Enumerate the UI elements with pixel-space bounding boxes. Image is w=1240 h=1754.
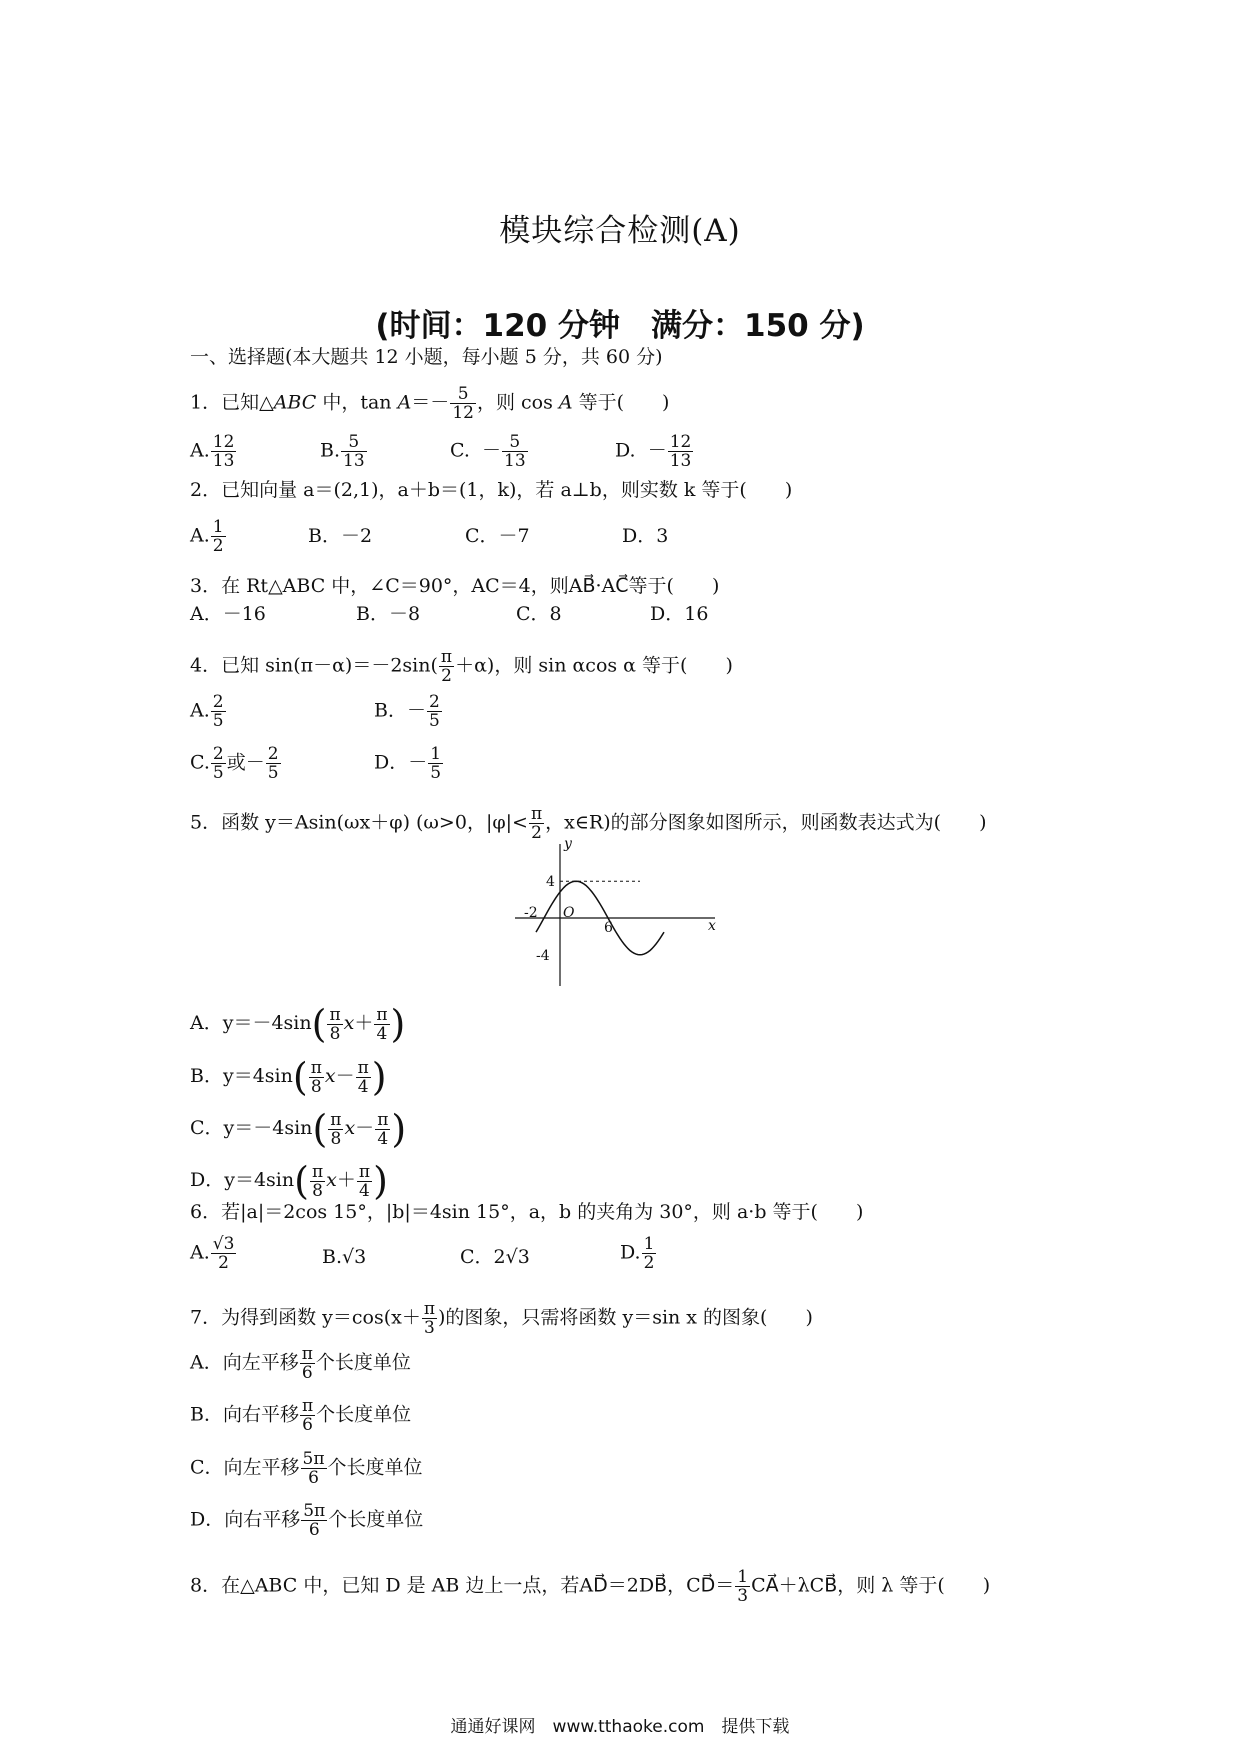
- q8-text-b: CA⃗＋λCB⃗，则 λ 等于( ): [751, 1574, 991, 1597]
- option-text: 或－: [226, 751, 265, 774]
- option-label: D．－: [374, 751, 428, 774]
- q3-option-c[interactable]: C．8: [516, 603, 562, 625]
- frac-den: 3: [737, 1586, 749, 1606]
- option-label: A．y＝－4sin: [190, 1012, 312, 1034]
- exam-info: (时间：120 分钟 满分：150 分): [375, 308, 865, 344]
- option-fraction: [668, 433, 694, 470]
- option-fraction: [301, 1502, 327, 1539]
- frac-den: 2: [441, 666, 452, 686]
- frac-den: 5: [267, 763, 279, 783]
- question-5: [190, 805, 986, 842]
- q6-option-a[interactable]: [190, 1235, 237, 1272]
- right-paren: ): [373, 1159, 388, 1203]
- frac-num: π: [377, 1109, 389, 1130]
- frac-den: 13: [504, 451, 526, 471]
- q1-text-d: A: [397, 391, 412, 414]
- frac-den: 5: [430, 763, 442, 783]
- frac-den: 4: [357, 1076, 369, 1097]
- option-fraction: [328, 1111, 343, 1148]
- q4-option-d[interactable]: [374, 745, 444, 782]
- q7-option-a[interactable]: [190, 1345, 411, 1382]
- q4-text-a: 4．已知 sin(π－α)＝－2sin(: [190, 654, 438, 677]
- option-fraction: [211, 518, 226, 555]
- option-fraction: [301, 1450, 327, 1487]
- q1-text-h: 等于( ): [572, 391, 670, 414]
- question-1: [190, 385, 669, 422]
- option-label: D.: [620, 1241, 641, 1264]
- option-fraction: [211, 693, 226, 730]
- option-sign: －: [482, 439, 502, 462]
- option-label: B．向右平移: [190, 1403, 299, 1426]
- frac-den: 5: [428, 711, 440, 731]
- option-fraction: [300, 1397, 315, 1434]
- option-var: x: [343, 1012, 355, 1034]
- page-title: 模块综合检测(A): [499, 213, 741, 249]
- option-label: B.: [320, 439, 341, 462]
- q6-option-b[interactable]: B.√3: [322, 1246, 367, 1268]
- option-fraction: [502, 433, 528, 470]
- right-paren: ): [371, 1055, 387, 1099]
- q7-text-a: 7．为得到函数 y＝cos(x＋: [190, 1306, 421, 1329]
- option-text: 个长度单位: [315, 1351, 411, 1374]
- frac-den: 2: [531, 823, 542, 843]
- frac-num: π: [358, 1161, 371, 1182]
- option-var: x: [326, 1169, 337, 1191]
- x-axis-label: x: [708, 918, 716, 934]
- q5-option-d[interactable]: [190, 1159, 388, 1203]
- option-label: C．y＝－4sin: [190, 1117, 313, 1139]
- question-2: 2．已知向量 a＝(2,1)，a＋b＝(1，k)，若 a⊥b，则实数 k 等于( ): [190, 479, 793, 501]
- q5-option-c[interactable]: [190, 1107, 407, 1151]
- tick-label-neg4: -4: [536, 947, 550, 964]
- frac-num: 5π: [302, 1449, 325, 1469]
- question-8: [190, 1568, 990, 1605]
- q2-option-d[interactable]: D．3: [622, 525, 669, 547]
- frac-num: 1: [737, 1567, 749, 1587]
- q1-option-b[interactable]: [320, 433, 368, 470]
- frac-den: 4: [377, 1128, 389, 1149]
- frac-den: 3: [424, 1318, 435, 1338]
- q5-option-a[interactable]: [190, 1002, 406, 1046]
- frac-num: π: [310, 1057, 322, 1078]
- q6-option-d[interactable]: [620, 1235, 657, 1272]
- q1-fraction: [450, 385, 476, 422]
- q1-option-d[interactable]: [615, 433, 694, 470]
- left-paren: (: [311, 1002, 327, 1046]
- q7-option-c[interactable]: [190, 1450, 423, 1487]
- q3-option-a[interactable]: A．－16: [190, 603, 266, 625]
- option-fraction: [211, 745, 226, 782]
- option-fraction: [211, 433, 237, 470]
- q1-text-b: ABC: [273, 391, 317, 414]
- frac-num: π: [301, 1344, 313, 1364]
- frac-num: 2: [428, 692, 440, 712]
- left-paren: (: [292, 1055, 308, 1099]
- option-label: A.: [190, 699, 210, 722]
- option-sign: －: [335, 1065, 355, 1087]
- option-label: A.: [190, 1241, 210, 1264]
- option-text: 个长度单位: [316, 1403, 412, 1426]
- frac-den: 2: [643, 1253, 655, 1273]
- option-fraction: [341, 433, 367, 470]
- q2-option-b[interactable]: B．－2: [308, 525, 373, 547]
- frac-den: 6: [302, 1415, 313, 1435]
- frac-num: 2: [212, 692, 224, 712]
- frac-num: π: [311, 1161, 324, 1182]
- option-label: A.: [190, 439, 210, 462]
- frac-den: 12: [452, 403, 474, 423]
- left-paren: (: [294, 1159, 309, 1203]
- q7-text-b: )的图象，只需将函数 y＝sin x 的图象( ): [438, 1306, 813, 1329]
- question-6: 6．若|a|＝2cos 15°，|b|＝4sin 15°，a，b 的夹角为 30°，则 a·b 等于( ): [190, 1201, 864, 1223]
- option-fraction: [309, 1059, 324, 1096]
- frac-num: 12: [212, 432, 235, 452]
- option-label: D．y＝4sin: [190, 1169, 295, 1191]
- q8-text-a: 8．在△ABC 中，已知 D 是 AB 边上一点，若AD⃗＝2DB⃗，CD⃗＝: [190, 1574, 735, 1597]
- option-fraction: [642, 1235, 657, 1272]
- q3-option-b[interactable]: B．－8: [356, 603, 421, 625]
- tick-label-4: 4: [546, 874, 555, 891]
- right-paren: ): [390, 1002, 406, 1046]
- left-paren: (: [312, 1107, 328, 1151]
- option-label: B．y＝4sin: [190, 1065, 293, 1087]
- y-axis-label: y: [564, 838, 572, 852]
- option-label: C.: [190, 751, 210, 774]
- q4-option-c[interactable]: [190, 745, 282, 782]
- frac-den: 5: [212, 763, 224, 783]
- q3-option-d[interactable]: D．16: [650, 603, 709, 625]
- option-label: A．向左平移: [190, 1351, 299, 1374]
- q4-fraction: [439, 648, 454, 685]
- q4-text-b: ＋α)，则 sin αcos α 等于( ): [455, 654, 733, 677]
- frac-den: 4: [376, 1023, 388, 1044]
- option-label: D．向右平移: [190, 1508, 301, 1531]
- option-label: C．向左平移: [190, 1456, 300, 1479]
- q1-text-c: 中，tan: [316, 391, 398, 414]
- option-fraction: [428, 745, 443, 782]
- frac-num: π: [357, 1057, 369, 1078]
- question-3: 3．在 Rt△ABC 中，∠C＝90°，AC＝4，则AB⃗·AC⃗等于( ): [190, 575, 720, 597]
- option-sign: －: [647, 439, 667, 462]
- frac-den: 13: [669, 451, 692, 471]
- option-fraction: [356, 1059, 371, 1096]
- option-sign: ＋: [354, 1012, 374, 1034]
- q1-text-g: A: [558, 391, 573, 414]
- frac-den: 8: [329, 1023, 341, 1044]
- option-fraction: [327, 1006, 342, 1043]
- option-fraction: [211, 1235, 237, 1272]
- frac-num: π: [440, 647, 453, 667]
- q1-text-f: ，则 cos: [476, 391, 559, 414]
- frac-num: 5: [502, 433, 528, 452]
- option-label: D.: [615, 439, 636, 462]
- frac-num: π: [423, 1299, 436, 1319]
- q2-option-a[interactable]: [190, 518, 227, 555]
- option-sign: －: [355, 1117, 375, 1139]
- option-text: 个长度单位: [328, 1508, 424, 1531]
- frac-num: 1: [430, 744, 442, 764]
- frac-den: 13: [212, 451, 235, 471]
- q7-fraction: [422, 1300, 437, 1337]
- frac-den: 2: [212, 536, 224, 556]
- frac-num: 1: [643, 1234, 655, 1254]
- frac-num: 1: [212, 517, 224, 537]
- question-7: [190, 1300, 813, 1337]
- option-text: 个长度单位: [327, 1456, 423, 1479]
- option-fraction: [374, 1006, 389, 1043]
- question-4: [190, 648, 733, 685]
- frac-den: 6: [308, 1520, 320, 1540]
- frac-num: 2: [212, 744, 224, 764]
- q6-option-c[interactable]: C．2√3: [460, 1246, 530, 1268]
- option-label: B．－: [374, 699, 426, 722]
- q2-option-c[interactable]: C．－7: [465, 525, 530, 547]
- frac-den: 8: [312, 1180, 323, 1201]
- q8-fraction: [735, 1568, 750, 1605]
- q1-text-a: 1．已知△: [190, 391, 274, 414]
- option-sign: ＋: [336, 1169, 356, 1191]
- q1-option-a[interactable]: [190, 433, 237, 470]
- frac-den: 5: [212, 711, 224, 731]
- q5-fraction: [529, 805, 544, 842]
- right-paren: ): [391, 1107, 407, 1151]
- section-heading: 一、选择题(本大题共 12 小题，每小题 5 分，共 60 分): [190, 346, 663, 368]
- option-fraction: [357, 1163, 372, 1200]
- q7-option-d[interactable]: [190, 1502, 423, 1539]
- q4-option-b[interactable]: [374, 693, 443, 730]
- frac-num: 12: [669, 432, 692, 452]
- frac-den: 13: [343, 451, 365, 471]
- frac-num: 2: [267, 744, 279, 764]
- option-fraction: [300, 1345, 315, 1382]
- option-fraction: [266, 745, 281, 782]
- q5-text-a: 5．函数 y＝Asin(ωx＋φ) (ω>0，|φ|<: [190, 811, 528, 834]
- option-fraction: [375, 1111, 390, 1148]
- frac-num: 5: [450, 385, 476, 404]
- frac-den: 8: [310, 1076, 322, 1097]
- frac-num: π: [330, 1109, 342, 1130]
- frac-num: 5: [341, 433, 367, 452]
- frac-num: π: [329, 1004, 341, 1025]
- footer-credit: 通通好课网 www.tthaoke.com 提供下载: [450, 1717, 790, 1737]
- tick-label-neg2: -2: [524, 905, 538, 921]
- option-var: x: [344, 1117, 356, 1139]
- origin-label: O: [563, 905, 575, 921]
- q4-option-a[interactable]: [190, 693, 227, 730]
- frac-den: 6: [308, 1468, 319, 1488]
- frac-den: 4: [359, 1180, 370, 1201]
- frac-num: √3: [212, 1234, 235, 1254]
- frac-num: π: [376, 1004, 388, 1025]
- frac-num: π: [530, 804, 543, 824]
- frac-num: π: [301, 1396, 314, 1416]
- frac-num: 5π: [303, 1501, 326, 1521]
- q1-option-c[interactable]: [450, 433, 529, 470]
- frac-den: 6: [301, 1363, 313, 1383]
- frac-den: 2: [218, 1253, 229, 1273]
- frac-den: 8: [330, 1128, 342, 1149]
- option-label: C.: [450, 439, 470, 462]
- tick-label-6: 6: [604, 920, 613, 936]
- q1-text-e: ＝－: [411, 391, 450, 414]
- option-label: A.: [190, 524, 210, 547]
- q5-option-b[interactable]: [190, 1055, 387, 1099]
- q5-text-b: ，x∈R)的部分图象如图所示，则函数表达式为( ): [545, 811, 987, 834]
- option-var: x: [324, 1065, 336, 1087]
- option-fraction: [427, 693, 442, 730]
- q7-option-b[interactable]: [190, 1397, 411, 1434]
- option-fraction: [310, 1163, 325, 1200]
- sine-graph: [510, 838, 730, 993]
